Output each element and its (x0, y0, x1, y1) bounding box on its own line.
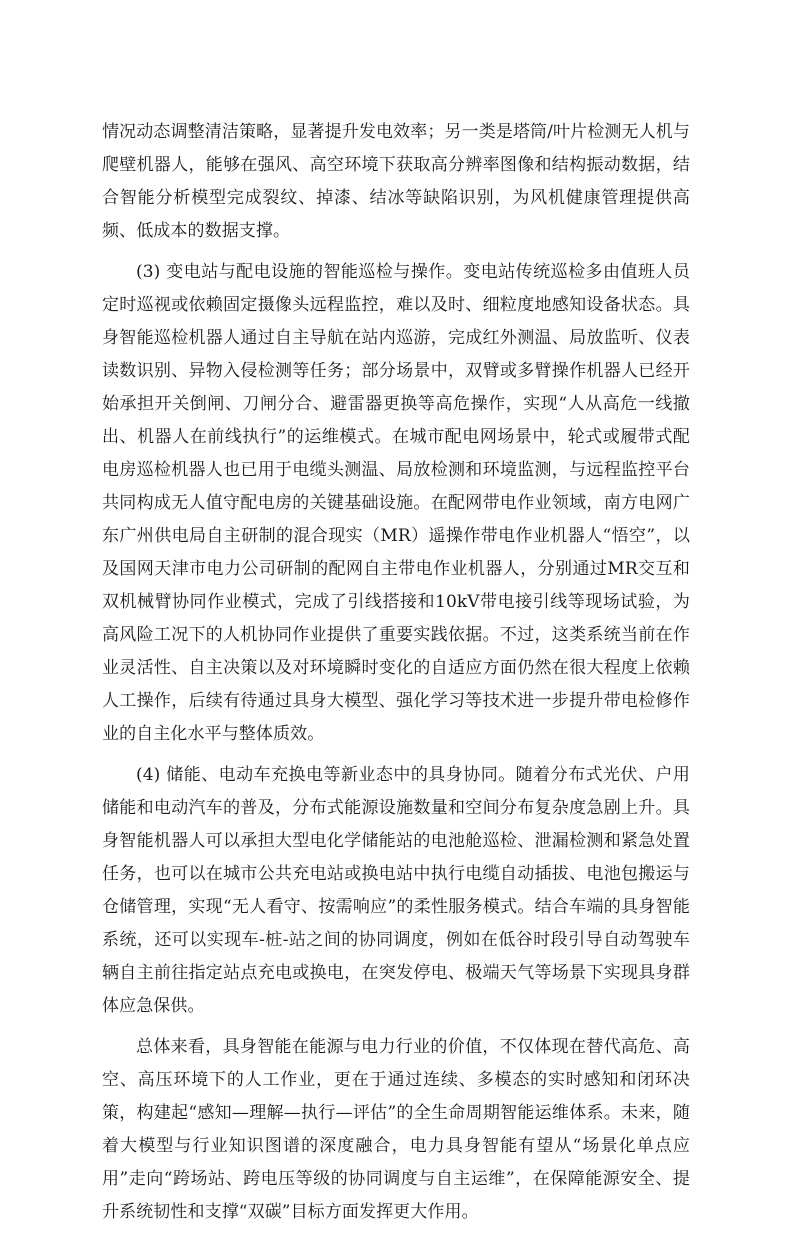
body-paragraph: 总体来看，具身智能在能源与电力行业的价值，不仅体现在替代高危、高空、高压环境下的人工作业，更在于通过连续、多模态的实时感知和闭环决策，构建起“感知—理解—执行—评估”的全生命周期智能运维体系。未来，随着大模型与行业知识图谱的深度融合，电力具身智能有望从“场景化单点应用”走向“跨场站、跨电压等级的协同调度与自主运维”，在保障能源安全、提升系统韧性和支撑“双碳”目标方面发挥更大作用。 (102, 1037, 690, 1222)
document-body (102, 116, 690, 1237)
body-paragraph: (3) 变电站与配电设施的智能巡检与操作。变电站传统巡检多由值班人员定时巡视或依赖固定摄像头远程监控，难以及时、细粒度地感知设备状态。具身智能巡检机器人通过自主导航在站内巡游，完成红外测温、局放监听、仪表读数识别、异物入侵检测等任务；部分场景中，双臂或多臂操作机器人已经开始承担开关倒闸、刀闸分合、避雷器更换等高危操作，实现“人从高危一线撤出、机器人在前线执行”的运维模式。在城市配电网场景中，轮式或履带式配电房巡检机器人也已用于电缆头测温、局放检测和环境监测，与远程监控平台共同构成无人值守配电房的关键基础设施。在配网带电作业领域，南方电网广东广州供电局自主研制的混合现实（MR）遥操作带电作业机器人“悟空”，以及国网天津市电力公司研制的配网自主带电作业机器人，分别通过MR交互和双机械臂协同作业模式，完成了引线搭接和10kV带电接引线等现场试验，为高风险工况下的人机协同作业提供了重要实践依据。不过，这类系统当前在作业灵活性、自主决策以及对环境瞬时变化的自适应方面仍然在很大程度上依赖人工操作，后续有待通过具身大模型、强化学习等技术进一步提升带电检修作业的自主化水平与整体质效。 (102, 262, 690, 744)
body-paragraph: (4) 储能、电动车充换电等新业态中的具身协同。随着分布式光伏、户用储能和电动汽车的普及，分布式能源设施数量和空间分布复杂度急剧上升。具身智能机器人可以承担大型电化学储能站的电池舱巡检、泄漏检测和紧急处置任务，也可以在城市公共充电站或换电站中执行电缆自动插拔、电池包搬运与仓储管理，实现“无人看守、按需响应”的柔性服务模式。结合车端的具身智能系统，还可以实现车-桩-站之间的协同调度，例如在低谷时段引导自动驾驶车辆自主前往指定站点充电或换电，在突发停电、极端天气等场景下实现具身群体应急保供。 (102, 765, 690, 1016)
body-paragraph: 情况动态调整清洁策略，显著提升发电效率；另一类是塔筒/叶片检测无人机与爬壁机器人，能够在强风、高空环境下获取高分辨率图像和结构振动数据，结合智能分析模型完成裂纹、掉漆、结冰等缺陷识别，为风机健康管理提供高频、低成本的数据支撑。 (102, 122, 690, 241)
